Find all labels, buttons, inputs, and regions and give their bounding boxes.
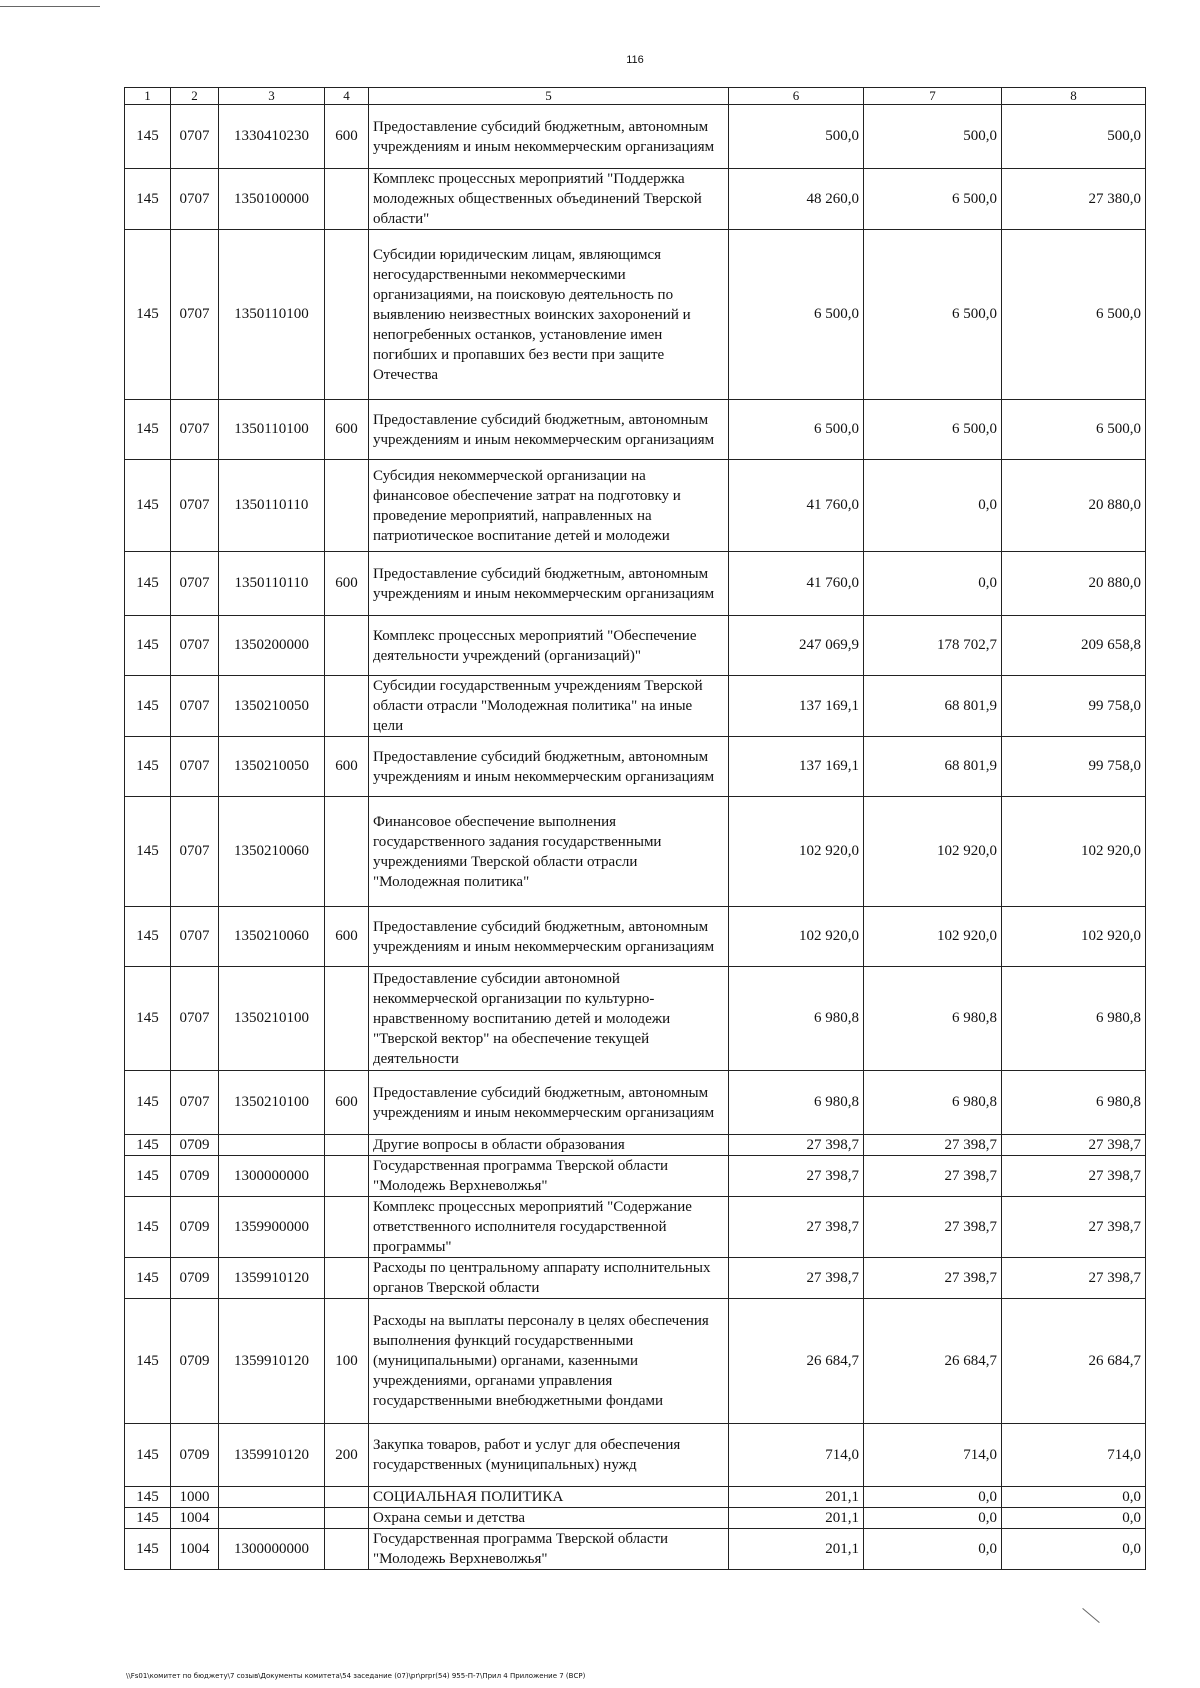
table-cell-c2: 0709 bbox=[171, 1258, 219, 1299]
column-header: 6 bbox=[729, 88, 864, 105]
table-cell-c5: Предоставление субсидий бюджетным, автономным учреждениям и иным некоммерческим организациям bbox=[369, 400, 729, 460]
table-row bbox=[125, 616, 1146, 676]
table-cell-c7: 68 801,9 bbox=[864, 676, 1002, 737]
table-cell-c8: 714,0 bbox=[1002, 1424, 1146, 1487]
table-cell-c6: 102 920,0 bbox=[729, 907, 864, 967]
table-cell-c4 bbox=[325, 797, 369, 907]
table-row bbox=[125, 1508, 1146, 1529]
table-cell-c8: 20 880,0 bbox=[1002, 552, 1146, 616]
column-header: 5 bbox=[369, 88, 729, 105]
table-cell-c6: 6 980,8 bbox=[729, 1071, 864, 1135]
table-cell-c1: 145 bbox=[125, 907, 171, 967]
table-cell-c5: Расходы по центральному аппарату исполнительных органов Тверской области bbox=[369, 1258, 729, 1299]
table-cell-c7: 178 702,7 bbox=[864, 616, 1002, 676]
budget-table bbox=[124, 87, 1146, 1570]
table-cell-c8: 500,0 bbox=[1002, 105, 1146, 169]
table-cell-c1: 145 bbox=[125, 797, 171, 907]
table-cell-c8: 27 380,0 bbox=[1002, 169, 1146, 230]
column-header: 8 bbox=[1002, 88, 1146, 105]
table-cell-c4: 600 bbox=[325, 105, 369, 169]
table-cell-c2: 0707 bbox=[171, 460, 219, 552]
table-cell-c4 bbox=[325, 1135, 369, 1156]
table-cell-c6: 6 500,0 bbox=[729, 400, 864, 460]
table-cell-c8: 0,0 bbox=[1002, 1508, 1146, 1529]
table-cell-c3 bbox=[219, 1487, 325, 1508]
column-header: 3 bbox=[219, 88, 325, 105]
table-cell-c3: 1359910120 bbox=[219, 1424, 325, 1487]
table-cell-c8: 27 398,7 bbox=[1002, 1197, 1146, 1258]
table-cell-c6: 27 398,7 bbox=[729, 1258, 864, 1299]
table-row bbox=[125, 400, 1146, 460]
table-cell-c8: 6 980,8 bbox=[1002, 1071, 1146, 1135]
table-row bbox=[125, 797, 1146, 907]
table-cell-c2: 1004 bbox=[171, 1508, 219, 1529]
table-cell-c5: Другие вопросы в области образования bbox=[369, 1135, 729, 1156]
table-cell-c2: 0707 bbox=[171, 552, 219, 616]
table-cell-c1: 145 bbox=[125, 105, 171, 169]
table-cell-c7: 0,0 bbox=[864, 460, 1002, 552]
table-cell-c5: СОЦИАЛЬНАЯ ПОЛИТИКА bbox=[369, 1487, 729, 1508]
page-number: 116 bbox=[626, 54, 644, 66]
table-cell-c8: 6 980,8 bbox=[1002, 967, 1146, 1071]
table-cell-c7: 6 500,0 bbox=[864, 400, 1002, 460]
table-cell-c6: 6 980,8 bbox=[729, 967, 864, 1071]
table-cell-c3: 1350110100 bbox=[219, 230, 325, 400]
table-cell-c4 bbox=[325, 1258, 369, 1299]
table-cell-c5: Комплекс процессных мероприятий "Поддержка молодежных общественных объединений Тверской области" bbox=[369, 169, 729, 230]
table-cell-c5: Закупка товаров, работ и услуг для обеспечения государственных (муниципальных) нужд bbox=[369, 1424, 729, 1487]
table-cell-c3: 1350210050 bbox=[219, 737, 325, 797]
table-cell-c1: 145 bbox=[125, 552, 171, 616]
table-cell-c1: 145 bbox=[125, 1258, 171, 1299]
table-cell-c3: 1350100000 bbox=[219, 169, 325, 230]
table-cell-c6: 41 760,0 bbox=[729, 460, 864, 552]
table-cell-c5: Предоставление субсидий бюджетным, автономным учреждениям и иным некоммерческим организациям bbox=[369, 907, 729, 967]
table-cell-c4 bbox=[325, 230, 369, 400]
table-cell-c2: 0709 bbox=[171, 1156, 219, 1197]
table-row bbox=[125, 1071, 1146, 1135]
table-row bbox=[125, 1487, 1146, 1508]
table-cell-c4 bbox=[325, 967, 369, 1071]
table-cell-c8: 0,0 bbox=[1002, 1487, 1146, 1508]
table-cell-c1: 145 bbox=[125, 1299, 171, 1424]
table-cell-c3: 1350210100 bbox=[219, 1071, 325, 1135]
table-cell-c7: 27 398,7 bbox=[864, 1156, 1002, 1197]
table-row bbox=[125, 105, 1146, 169]
table-row bbox=[125, 967, 1146, 1071]
table-cell-c7: 0,0 bbox=[864, 1487, 1002, 1508]
table-cell-c3: 1350210060 bbox=[219, 797, 325, 907]
table-cell-c8: 6 500,0 bbox=[1002, 230, 1146, 400]
table-cell-c4 bbox=[325, 1529, 369, 1570]
table-cell-c7: 102 920,0 bbox=[864, 907, 1002, 967]
table-cell-c5: Предоставление субсидии автономной некоммерческой организации по культурно-нравственному воспитанию детей и молодежи "Тверской вектор" на обеспечение текущей деятельности bbox=[369, 967, 729, 1071]
table-cell-c3: 1350200000 bbox=[219, 616, 325, 676]
table-cell-c1: 145 bbox=[125, 967, 171, 1071]
table-row bbox=[125, 230, 1146, 400]
table-cell-c4: 600 bbox=[325, 552, 369, 616]
table-cell-c7: 102 920,0 bbox=[864, 797, 1002, 907]
scan-line bbox=[0, 6, 100, 7]
table-cell-c7: 0,0 bbox=[864, 1508, 1002, 1529]
table-cell-c5: Государственная программа Тверской области "Молодежь Верхневолжья" bbox=[369, 1529, 729, 1570]
table-cell-c5: Охрана семьи и детства bbox=[369, 1508, 729, 1529]
table-cell-c8: 27 398,7 bbox=[1002, 1135, 1146, 1156]
table-cell-c6: 102 920,0 bbox=[729, 797, 864, 907]
table-cell-c5: Финансовое обеспечение выполнения государственного задания государственными учреждениями Тверской области отрасли "Молодежная политика" bbox=[369, 797, 729, 907]
table-cell-c1: 145 bbox=[125, 169, 171, 230]
table-cell-c2: 0707 bbox=[171, 737, 219, 797]
table-row bbox=[125, 169, 1146, 230]
table-row bbox=[125, 1258, 1146, 1299]
table-cell-c6: 41 760,0 bbox=[729, 552, 864, 616]
table-row bbox=[125, 1197, 1146, 1258]
table-row bbox=[125, 676, 1146, 737]
table-cell-c5: Государственная программа Тверской области "Молодежь Верхневолжья" bbox=[369, 1156, 729, 1197]
table-cell-c6: 48 260,0 bbox=[729, 169, 864, 230]
table-cell-c7: 68 801,9 bbox=[864, 737, 1002, 797]
table-cell-c8: 102 920,0 bbox=[1002, 797, 1146, 907]
table-cell-c2: 0707 bbox=[171, 676, 219, 737]
table-cell-c2: 0707 bbox=[171, 400, 219, 460]
table-cell-c5: Предоставление субсидий бюджетным, автономным учреждениям и иным некоммерческим организациям bbox=[369, 737, 729, 797]
table-cell-c2: 0709 bbox=[171, 1135, 219, 1156]
table-cell-c2: 0707 bbox=[171, 230, 219, 400]
table-cell-c2: 0707 bbox=[171, 169, 219, 230]
table-cell-c4 bbox=[325, 1197, 369, 1258]
table-cell-c1: 145 bbox=[125, 1156, 171, 1197]
table-cell-c7: 27 398,7 bbox=[864, 1135, 1002, 1156]
table-cell-c2: 0707 bbox=[171, 1071, 219, 1135]
table-row bbox=[125, 1424, 1146, 1487]
table-cell-c4: 600 bbox=[325, 907, 369, 967]
table-cell-c8: 20 880,0 bbox=[1002, 460, 1146, 552]
table-cell-c3: 1350210060 bbox=[219, 907, 325, 967]
column-header: 2 bbox=[171, 88, 219, 105]
table-cell-c8: 0,0 bbox=[1002, 1529, 1146, 1570]
table-cell-c2: 0707 bbox=[171, 105, 219, 169]
table-cell-c2: 0707 bbox=[171, 907, 219, 967]
table-cell-c2: 1004 bbox=[171, 1529, 219, 1570]
table-cell-c8: 27 398,7 bbox=[1002, 1156, 1146, 1197]
table-row bbox=[125, 1156, 1146, 1197]
table-cell-c6: 27 398,7 bbox=[729, 1156, 864, 1197]
table-cell-c1: 145 bbox=[125, 1487, 171, 1508]
table-cell-c8: 99 758,0 bbox=[1002, 737, 1146, 797]
table-cell-c1: 145 bbox=[125, 230, 171, 400]
table-cell-c4: 600 bbox=[325, 400, 369, 460]
table-cell-c4: 200 bbox=[325, 1424, 369, 1487]
table-cell-c1: 145 bbox=[125, 400, 171, 460]
table-cell-c3 bbox=[219, 1135, 325, 1156]
table-cell-c5: Комплекс процессных мероприятий "Обеспечение деятельности учреждений (организаций)" bbox=[369, 616, 729, 676]
table-cell-c7: 714,0 bbox=[864, 1424, 1002, 1487]
table-cell-c3: 1350110100 bbox=[219, 400, 325, 460]
table-cell-c5: Комплекс процессных мероприятий "Содержание ответственного исполнителя государственной программы" bbox=[369, 1197, 729, 1258]
table-cell-c3: 1359910120 bbox=[219, 1258, 325, 1299]
table-cell-c7: 500,0 bbox=[864, 105, 1002, 169]
table-cell-c5: Предоставление субсидий бюджетным, автономным учреждениям и иным некоммерческим организациям bbox=[369, 552, 729, 616]
column-header: 1 bbox=[125, 88, 171, 105]
table-row bbox=[125, 907, 1146, 967]
table-cell-c3 bbox=[219, 1508, 325, 1529]
table-cell-c8: 6 500,0 bbox=[1002, 400, 1146, 460]
table-cell-c5: Субсидия некоммерческой организации на финансовое обеспечение затрат на подготовку и проведение мероприятий, направленных на патриотическое воспитание детей и молодежи bbox=[369, 460, 729, 552]
table-cell-c7: 6 500,0 bbox=[864, 230, 1002, 400]
table-cell-c1: 145 bbox=[125, 676, 171, 737]
table-cell-c4 bbox=[325, 169, 369, 230]
table-cell-c1: 145 bbox=[125, 460, 171, 552]
table-cell-c3: 1359900000 bbox=[219, 1197, 325, 1258]
table-cell-c3: 1350210100 bbox=[219, 967, 325, 1071]
table-cell-c8: 26 684,7 bbox=[1002, 1299, 1146, 1424]
table-cell-c2: 0707 bbox=[171, 616, 219, 676]
table-cell-c7: 27 398,7 bbox=[864, 1197, 1002, 1258]
table-cell-c3: 1300000000 bbox=[219, 1529, 325, 1570]
table-cell-c8: 102 920,0 bbox=[1002, 907, 1146, 967]
table-cell-c2: 0707 bbox=[171, 967, 219, 1071]
table-cell-c6: 714,0 bbox=[729, 1424, 864, 1487]
table-cell-c4: 100 bbox=[325, 1299, 369, 1424]
table-cell-c7: 6 980,8 bbox=[864, 1071, 1002, 1135]
table-cell-c6: 6 500,0 bbox=[729, 230, 864, 400]
table-cell-c8: 27 398,7 bbox=[1002, 1258, 1146, 1299]
table-cell-c4 bbox=[325, 676, 369, 737]
table-cell-c4 bbox=[325, 1156, 369, 1197]
table-row bbox=[125, 552, 1146, 616]
column-number-row bbox=[125, 88, 1146, 105]
footer-file-path: \\Fs01\комитет по бюджету\7 созыв\Документы комитета\54 заседание (07)\pr\prpr(54) 955-П-7\Прил 4 Приложение 7 (ВСР) bbox=[126, 1672, 586, 1680]
table-cell-c6: 27 398,7 bbox=[729, 1197, 864, 1258]
table-row bbox=[125, 737, 1146, 797]
table-cell-c3: 1330410230 bbox=[219, 105, 325, 169]
table-cell-c6: 500,0 bbox=[729, 105, 864, 169]
table-cell-c4 bbox=[325, 616, 369, 676]
table-cell-c5: Субсидии государственным учреждениям Тверской области отрасли "Молодежная политика" на иные цели bbox=[369, 676, 729, 737]
table-cell-c3: 1300000000 bbox=[219, 1156, 325, 1197]
table-cell-c3: 1359910120 bbox=[219, 1299, 325, 1424]
table-cell-c6: 247 069,9 bbox=[729, 616, 864, 676]
table-cell-c4: 600 bbox=[325, 737, 369, 797]
table-cell-c6: 27 398,7 bbox=[729, 1135, 864, 1156]
column-header: 7 bbox=[864, 88, 1002, 105]
table-cell-c2: 0709 bbox=[171, 1197, 219, 1258]
table-cell-c5: Предоставление субсидий бюджетным, автономным учреждениям и иным некоммерческим организациям bbox=[369, 105, 729, 169]
table-cell-c6: 26 684,7 bbox=[729, 1299, 864, 1424]
table-cell-c1: 145 bbox=[125, 737, 171, 797]
table-cell-c4: 600 bbox=[325, 1071, 369, 1135]
table-cell-c7: 0,0 bbox=[864, 552, 1002, 616]
scan-line bbox=[1082, 1608, 1099, 1623]
table-cell-c1: 145 bbox=[125, 616, 171, 676]
table-row bbox=[125, 460, 1146, 552]
table-cell-c1: 145 bbox=[125, 1071, 171, 1135]
table-cell-c1: 145 bbox=[125, 1508, 171, 1529]
table-row bbox=[125, 1529, 1146, 1570]
table-cell-c6: 137 169,1 bbox=[729, 676, 864, 737]
table-row bbox=[125, 1299, 1146, 1424]
table-cell-c6: 201,1 bbox=[729, 1508, 864, 1529]
table-cell-c2: 0707 bbox=[171, 797, 219, 907]
table-cell-c6: 201,1 bbox=[729, 1487, 864, 1508]
table-cell-c5: Предоставление субсидий бюджетным, автономным учреждениям и иным некоммерческим организациям bbox=[369, 1071, 729, 1135]
table-cell-c4 bbox=[325, 1487, 369, 1508]
table-cell-c1: 145 bbox=[125, 1197, 171, 1258]
table-cell-c2: 0709 bbox=[171, 1424, 219, 1487]
table-cell-c7: 0,0 bbox=[864, 1529, 1002, 1570]
table-cell-c5: Расходы на выплаты персоналу в целях обеспечения выполнения функций государственными (муниципальными) органами, казенными учреждениями, органами управления государственными внебюджетными фондами bbox=[369, 1299, 729, 1424]
table-cell-c2: 0709 bbox=[171, 1299, 219, 1424]
table-cell-c8: 209 658,8 bbox=[1002, 616, 1146, 676]
table-cell-c5: Субсидии юридическим лицам, являющимся негосударственными некоммерческими организациями, на поисковую деятельность по выявлению неизвестных воинских захоронений и непогребенных останков, установление имен погибших и пропавших без вести при защите Отечества bbox=[369, 230, 729, 400]
table-cell-c8: 99 758,0 bbox=[1002, 676, 1146, 737]
table-cell-c2: 1000 bbox=[171, 1487, 219, 1508]
table-row bbox=[125, 1135, 1146, 1156]
table-cell-c1: 145 bbox=[125, 1529, 171, 1570]
table-cell-c7: 26 684,7 bbox=[864, 1299, 1002, 1424]
table-cell-c4 bbox=[325, 460, 369, 552]
table-cell-c1: 145 bbox=[125, 1424, 171, 1487]
table-cell-c1: 145 bbox=[125, 1135, 171, 1156]
table-cell-c3: 1350210050 bbox=[219, 676, 325, 737]
table-cell-c6: 137 169,1 bbox=[729, 737, 864, 797]
table-cell-c7: 6 980,8 bbox=[864, 967, 1002, 1071]
table-cell-c6: 201,1 bbox=[729, 1529, 864, 1570]
table-cell-c3: 1350110110 bbox=[219, 552, 325, 616]
column-header: 4 bbox=[325, 88, 369, 105]
table-cell-c3: 1350110110 bbox=[219, 460, 325, 552]
table-cell-c7: 27 398,7 bbox=[864, 1258, 1002, 1299]
table-cell-c4 bbox=[325, 1508, 369, 1529]
table-cell-c7: 6 500,0 bbox=[864, 169, 1002, 230]
